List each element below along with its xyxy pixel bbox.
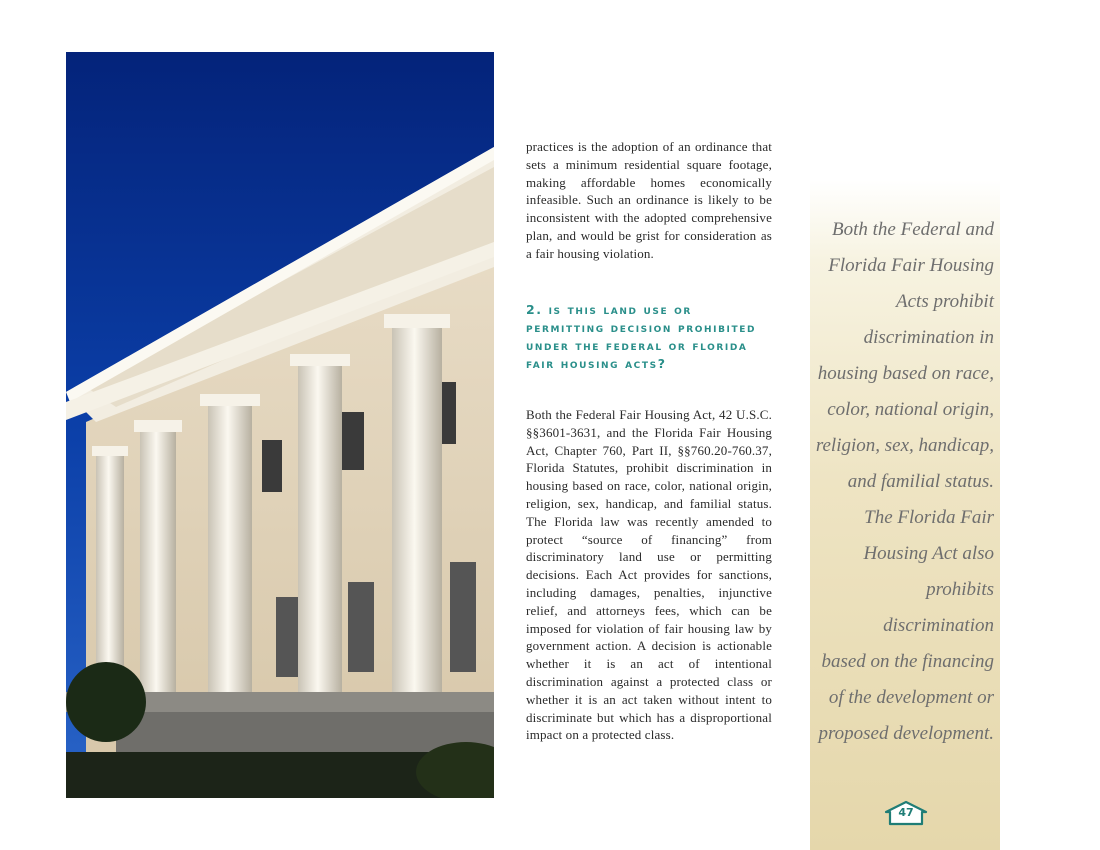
pull-quote-line: Housing Act also bbox=[863, 543, 994, 564]
page-number-badge bbox=[884, 800, 928, 826]
intro-paragraph: practices is the adoption of an ordinance that sets a minimum residential square footage, making affordable homes economically infeasible. Such an ordinance is likely to be inconsistent with the adopted comprehensive plan, and would be grist for consideration as a fair housing violation. bbox=[526, 139, 772, 261]
pull-quote-line: religion, sex, handicap, bbox=[815, 435, 994, 456]
pull-quote bbox=[812, 212, 994, 752]
page-number: 47 bbox=[898, 806, 914, 819]
intro-paragraph-block bbox=[526, 138, 772, 263]
pull-quote-line: of the development or bbox=[828, 687, 994, 708]
pull-quote-line: and familial status. bbox=[847, 471, 994, 492]
pull-quote-line: The Florida Fair bbox=[864, 507, 994, 528]
pull-quote-line: based on the financing bbox=[821, 651, 994, 672]
pull-quote-line: housing based on race, bbox=[817, 363, 994, 384]
pull-quote-line: Both the Federal and bbox=[832, 219, 994, 240]
pull-quote-line: color, national origin, bbox=[827, 399, 994, 420]
pull-quote-line: discrimination in bbox=[863, 327, 994, 348]
pull-quote-line: prohibits discrimination bbox=[883, 579, 994, 636]
pull-quote-line: Acts prohibit bbox=[896, 291, 994, 312]
pull-quote-line: Florida Fair Housing bbox=[828, 255, 994, 276]
pull-quote-line: proposed development. bbox=[818, 723, 994, 744]
capitol-building-photo bbox=[66, 52, 494, 798]
body-paragraph: Both the Federal Fair Housing Act, 42 U.S.C. §§3601-3631, and the Florida Fair Housing Act, Chapter 760, Part II, §§760.20-760.37, Florida Statutes, prohibit discrimination in housing based on race, color, national origin, religion, sex, handicap, and familial status. The Florida law was recently amended to protect “source of financing” from discriminatory land use or permitting decisions. Each Act provides for sanctions, including damages, penalties, injunctive relief, and attorneys fees, which can be imposed for violation of fair housing law by government action. A decision is actionable whether it is an act of intentional discrimination against a protected class or whether it is an act taken without intent to discriminate but which has a disproportional impact on a protected class. bbox=[526, 407, 772, 743]
section-heading: 2. is this land use or permitting decision prohibited under the federal or florida fair housing acts? bbox=[526, 302, 757, 371]
body-paragraph-block bbox=[526, 406, 772, 744]
